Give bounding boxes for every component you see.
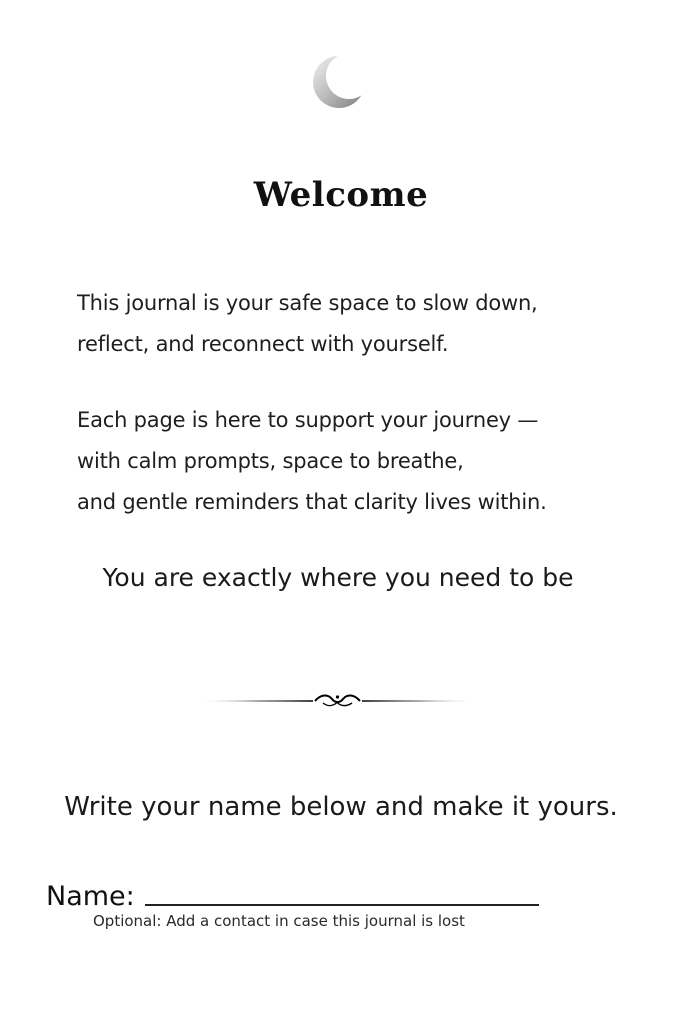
- name-label: Name:: [46, 881, 135, 912]
- intro-paragraph-1: [77, 283, 637, 365]
- intro-paragraph-2: [77, 400, 637, 523]
- cta-text: Write your name below and make it yours.: [64, 792, 618, 822]
- affirmation-text: You are exactly where you need to be: [102, 563, 574, 592]
- contact-hint: Optional: Add a contact in case this journal is lost: [93, 912, 465, 930]
- intro-paragraph-2-line: with calm prompts, space to breathe,: [77, 449, 464, 473]
- intro-paragraph-2-line: and gentle reminders that clarity lives within.: [77, 490, 547, 514]
- crescent-moon-icon: [311, 54, 367, 110]
- page-title: Welcome: [253, 175, 429, 215]
- ornamental-divider: [195, 690, 480, 712]
- intro-paragraph-1-line: reflect, and reconnect with yourself.: [77, 332, 449, 356]
- intro-paragraph-2-line: Each page is here to support your journey —: [77, 408, 539, 432]
- name-row: [46, 872, 539, 910]
- intro-paragraph-1-line: This journal is your safe space to slow down,: [77, 291, 538, 315]
- name-input[interactable]: [145, 904, 539, 906]
